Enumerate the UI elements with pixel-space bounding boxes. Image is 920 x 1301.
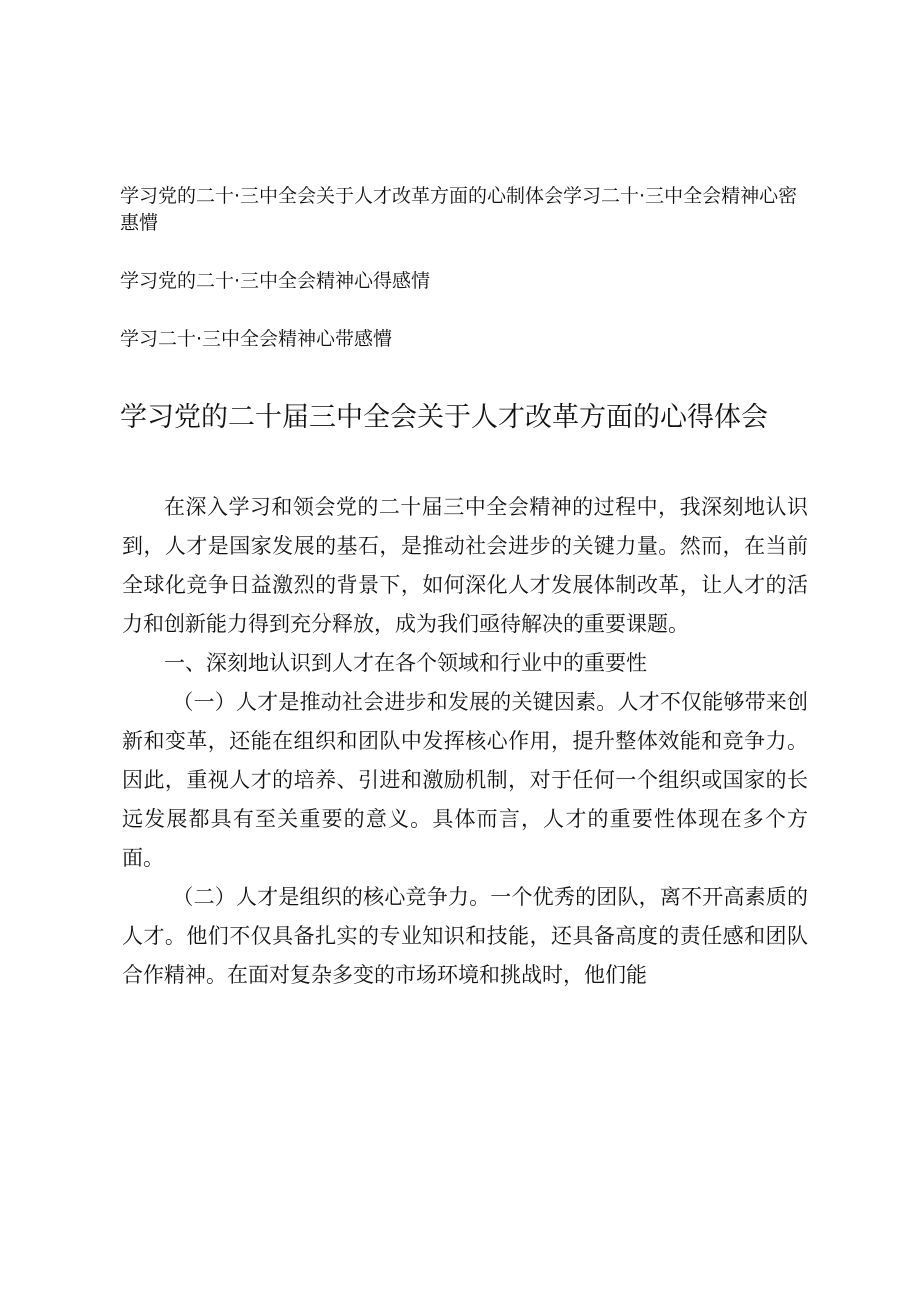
intro-paragraph: 在深入学习和领会党的二十届三中全会精神的过程中，我深刻地认识到，人才是国家发展的基石，是推动社会进步的关键力量。然而，在当前全球化竞争日益激烈的背景下，如何深化人才发展体制改革，让人才的活力和创新能力得到充分释放，成为我们亟待解决的重要课题。 bbox=[122, 495, 808, 636]
article-body bbox=[122, 488, 808, 995]
related-title-1[interactable]: 学习党的二十·三中全会关于人才改革方面的心制体会学习二十·三中全会精神心密惠懵 bbox=[120, 185, 798, 234]
related-title-3[interactable]: 学习二十·三中全会精神心带感懵 bbox=[120, 328, 393, 350]
related-titles-list bbox=[120, 183, 810, 384]
article-title: 学习党的二十届三中全会关于人才改革方面的心得体会 bbox=[120, 402, 768, 433]
sub-paragraph-1: （一）人才是推动社会进步和发展的关键因素。人才不仅能够带来创新和变革，还能在组织和团队中发挥核心作用，提升整体效能和竞争力。因此，重视人才的培养、引进和激励机制，对于任何一个组织或国家的长远发展都具有至关重要的意义。具体而言，人才的重要性体现在多个方面。 bbox=[122, 690, 808, 870]
sub-paragraph-2: （二）人才是组织的核心竞争力。一个优秀的团队，离不开高素质的人才。他们不仅具备扎实的专业知识和技能，还具备高度的责任感和团队合作精神。在面对复杂多变的市场环境和挑战时，他们能 bbox=[122, 885, 808, 987]
section-heading-1: 一、深刻地认识到人才在各个领域和行业中的重要性 bbox=[164, 651, 647, 675]
related-title-2[interactable]: 学习党的二十·三中全会精神心得感情 bbox=[120, 270, 431, 292]
